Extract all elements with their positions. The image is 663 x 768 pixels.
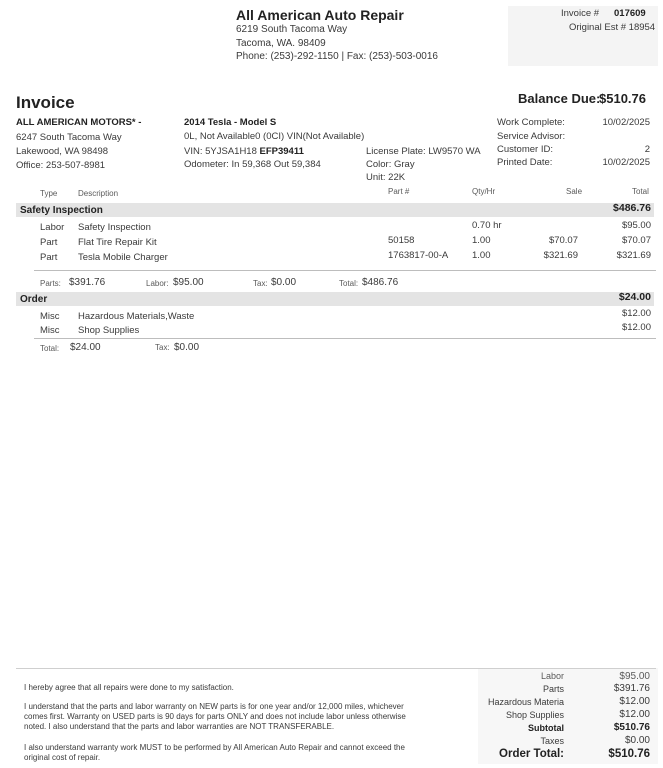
warranty-text-line2: comes first. Warranty on USED parts is 90 days for parts ONLY and does not include labor unless otherwise [24,712,406,721]
balance-due-label: Balance Due: [518,91,601,106]
shop-address-line1: 6219 South Tacoma Way [236,24,348,35]
vehicle-unit: Unit: 22K [366,172,406,183]
line-qty: 0.70 hr [472,220,502,231]
customer-id-label: Customer ID: [497,144,553,155]
invoice-number-label: Invoice # [561,8,600,19]
totals-value-labor: $95.00 [619,671,650,682]
page-title: Invoice [16,93,75,112]
summary-labor-value: $95.00 [173,277,204,288]
summary-labor-label: Labor: [146,279,169,288]
section-total-order: $24.00 [618,291,651,303]
totals-value-parts: $391.76 [613,683,650,694]
vin-label: VIN: 5YJSA1H18 [184,146,257,157]
summary-total-label: Total: [40,344,60,353]
customer-address-line1: 6247 South Tacoma Way [16,132,122,143]
balance-due-value: $510.76 [599,91,646,106]
section-title-order: Order [20,294,48,305]
warranty-text-line4: I also understand warranty work MUST to be performed by All American Auto Repair and cannot exceed the [24,743,405,752]
vin-bold: EFP39411 [259,146,304,157]
invoice-number: 017609 [614,8,646,19]
section-header-band [16,292,654,306]
col-type: Type [40,189,58,198]
totals-label-parts: Parts [542,684,564,694]
footer-divider [16,668,656,669]
shop-name: All American Auto Repair [236,7,404,23]
order-total-value: $510.76 [608,748,650,760]
totals-label-hazardous: Hazardous Materia [487,697,564,707]
line-type: Misc [40,325,60,336]
shop-phones: Phone: (253)-292-1150 | Fax: (253)-503-0016 [236,51,438,62]
vehicle-odometer: Odometer: In 59,368 Out 59,384 [184,159,321,170]
line-description: Safety Inspection [78,222,151,233]
vehicle-engine: 0L, Not Available0 (0CI) VIN(Not Available) [184,131,365,142]
line-description: Shop Supplies [78,325,140,336]
line-type: Labor [40,222,65,233]
shop-address-line2: Tacoma, WA. 98409 [236,38,326,49]
col-total: Total [632,187,649,196]
line-qty: 1.00 [472,250,491,261]
vehicle-color: Color: Gray [366,159,415,170]
line-type: Part [40,252,58,263]
line-total: $70.07 [621,235,651,246]
line-total: $321.69 [616,250,651,261]
section-title-safety-inspection: Safety Inspection [20,205,103,216]
summary-tax-value: $0.00 [271,277,297,288]
section-divider [34,338,656,339]
printed-date-label: Printed Date: [497,157,553,168]
service-advisor-label: Service Advisor: [497,131,566,142]
warranty-text-line5: original cost of repair. [24,753,101,762]
totals-value-subtotal: $510.76 [613,722,650,733]
summary-total-label: Total: [339,279,359,288]
summary-parts-value: $391.76 [69,277,106,288]
line-qty: 1.00 [472,235,491,246]
totals-value-taxes: $0.00 [624,735,650,746]
summary-tax-label: Tax: [155,343,170,352]
line-sale: $321.69 [543,250,578,261]
line-part-number: 50158 [388,235,415,246]
customer-phone: Office: 253-507-8981 [16,160,106,171]
summary-tax-label: Tax: [253,279,268,288]
summary-total-value: $24.00 [70,342,101,353]
line-part-number: 1763817-00-A [388,250,449,261]
summary-total-value: $486.76 [362,277,399,288]
col-part-number: Part # [388,187,410,196]
original-estimate: Original Est # 18954 [569,22,656,33]
section-header-band [16,203,654,217]
col-description: Description [78,189,119,198]
line-description: Flat Tire Repair Kit [78,237,157,248]
col-qty-hr: Qty/Hr [472,187,496,196]
section-divider [34,270,656,271]
totals-label-taxes: Taxes [540,736,564,746]
work-complete-value: 10/02/2025 [602,117,650,128]
customer-address-line2: Lakewood, WA 98498 [16,146,109,157]
col-sale: Sale [566,187,583,196]
line-type: Part [40,237,58,248]
summary-tax-value: $0.00 [174,342,200,353]
printed-date-value: 10/02/2025 [602,157,650,168]
agreement-text: I hereby agree that all repairs were done to my satisfaction. [24,683,234,692]
line-total: $12.00 [621,308,651,319]
customer-id-value: 2 [644,144,650,155]
line-total: $12.00 [621,322,651,333]
warranty-text-line1: I understand that the parts and labor warranty on NEW parts is for one year and/or 12,000 miles, whichever [24,702,404,711]
line-description: Tesla Mobile Charger [78,252,168,263]
totals-value-shop-supplies: $12.00 [619,709,650,720]
line-type: Misc [40,311,60,322]
order-total-label: Order Total: [499,748,564,760]
summary-parts-label: Parts: [40,279,61,288]
customer-name: ALL AMERICAN MOTORS* - [16,117,142,128]
vehicle-vin [184,146,304,157]
section-total-safety-inspection: $486.76 [613,202,651,214]
warranty-text-line3: noted. I also understand that the parts and labor warranties are NOT TRANSFERABLE. [24,722,335,731]
vehicle-title: 2014 Tesla - Model S [184,117,277,128]
line-total: $95.00 [621,220,651,231]
work-complete-label: Work Complete: [497,117,565,128]
totals-label-labor: Labor [540,671,564,681]
line-description: Hazardous Materials,Waste [78,311,195,322]
vehicle-plate: License Plate: LW9570 WA [366,146,481,157]
line-sale: $70.07 [548,235,578,246]
totals-label-subtotal: Subtotal [528,723,564,733]
totals-label-shop-supplies: Shop Supplies [505,710,564,720]
totals-value-hazardous: $12.00 [619,696,650,707]
